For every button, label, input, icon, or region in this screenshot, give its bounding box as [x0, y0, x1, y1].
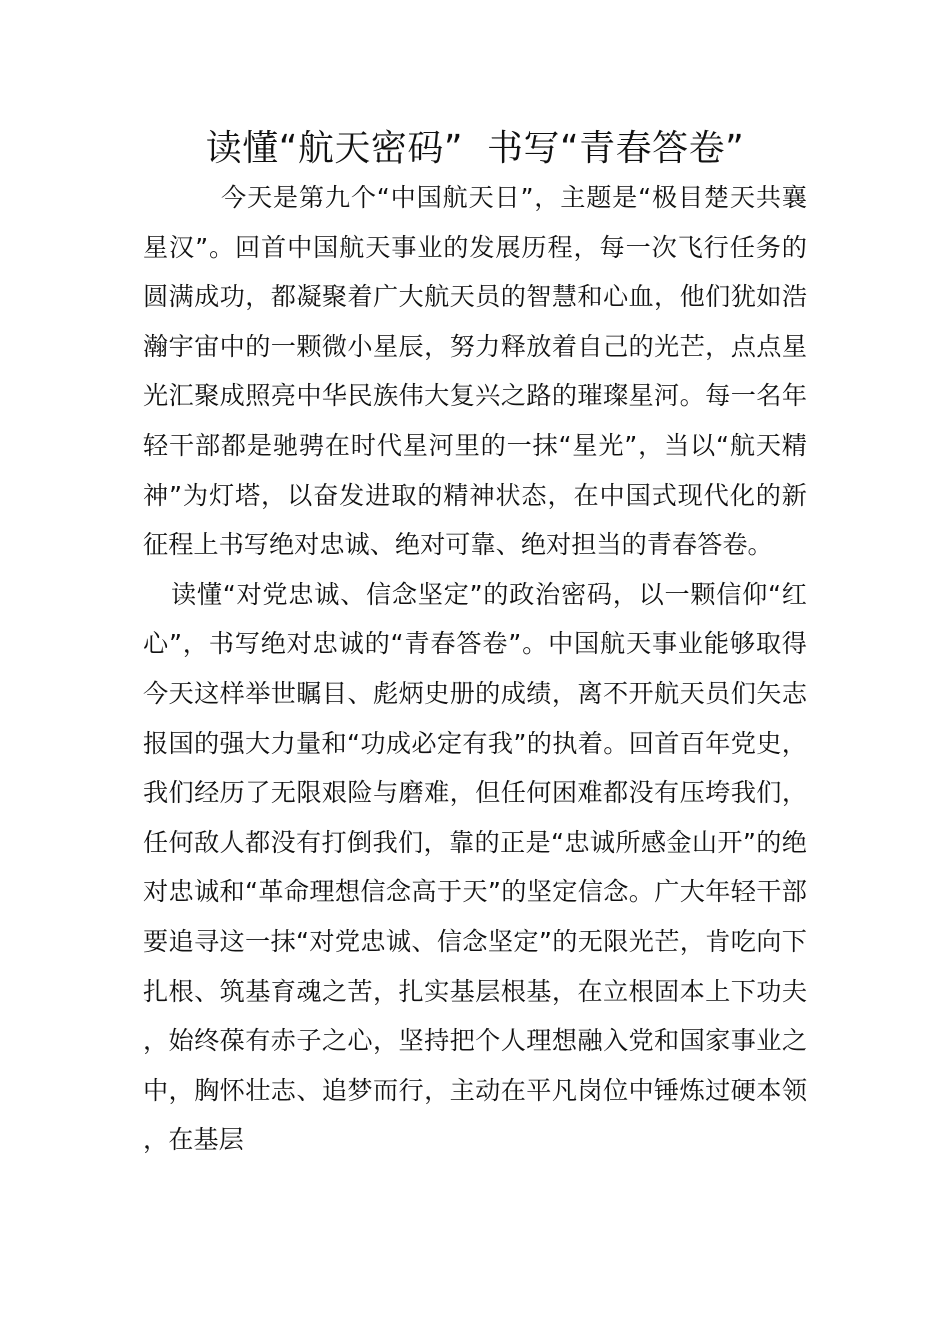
- paragraph-1: 今天是第九个“中国航天日”，主题是“极目楚天共襄星汉”。回首中国航天事业的发展历程，每一次飞行任务的圆满成功，都凝聚着广大航天员的智慧和心血，他们犹如浩瀚宇宙中的一颗微小星辰，努力释放着自己的光芒，点点星光汇聚成照亮中华民族伟大复兴之路的璀璨星河。每一名年轻干部都是驰骋在时代星河里的一抹“星光”，当以“航天精神”为灯塔，以奋发进取的精神状态，在中国式现代化的新征程上书写绝对忠诚、绝对可靠、绝对担当的青春答卷。: [143, 183, 807, 560]
- paragraph-2: 读懂“对党忠诚、信念坚定”的政治密码，以一颗信仰“红心”，书写绝对忠诚的“青春答卷”。中国航天事业能够取得今天这样举世瞩目、彪炳史册的成绩，离不开航天员们矢志报国的强大力量和“功成必定有我”的执着。回首百年党史，我们经历了无限艰险与磨难，但任何困难都没有压垮我们，任何敌人都没有打倒我们，靠的正是“忠诚所感金山开”的绝对忠诚和“革命理想信念高于天”的坚定信念。广大年轻干部要追寻这一抹“对党忠诚、信念坚定”的无限光芒，肯吃向下扎根、筑基育魂之苦，扎实基层根基，在立根固本上下功夫，始终葆有赤子之心，坚持把个人理想融入党和国家事业之中，胸怀壮志、追梦而行，主动在平凡岗位中锤炼过硬本领，在基层: [143, 579, 807, 1155]
- document-title: 读懂“航天密码” 书写“青春答卷”: [205, 128, 745, 169]
- document-body: [143, 173, 807, 1165]
